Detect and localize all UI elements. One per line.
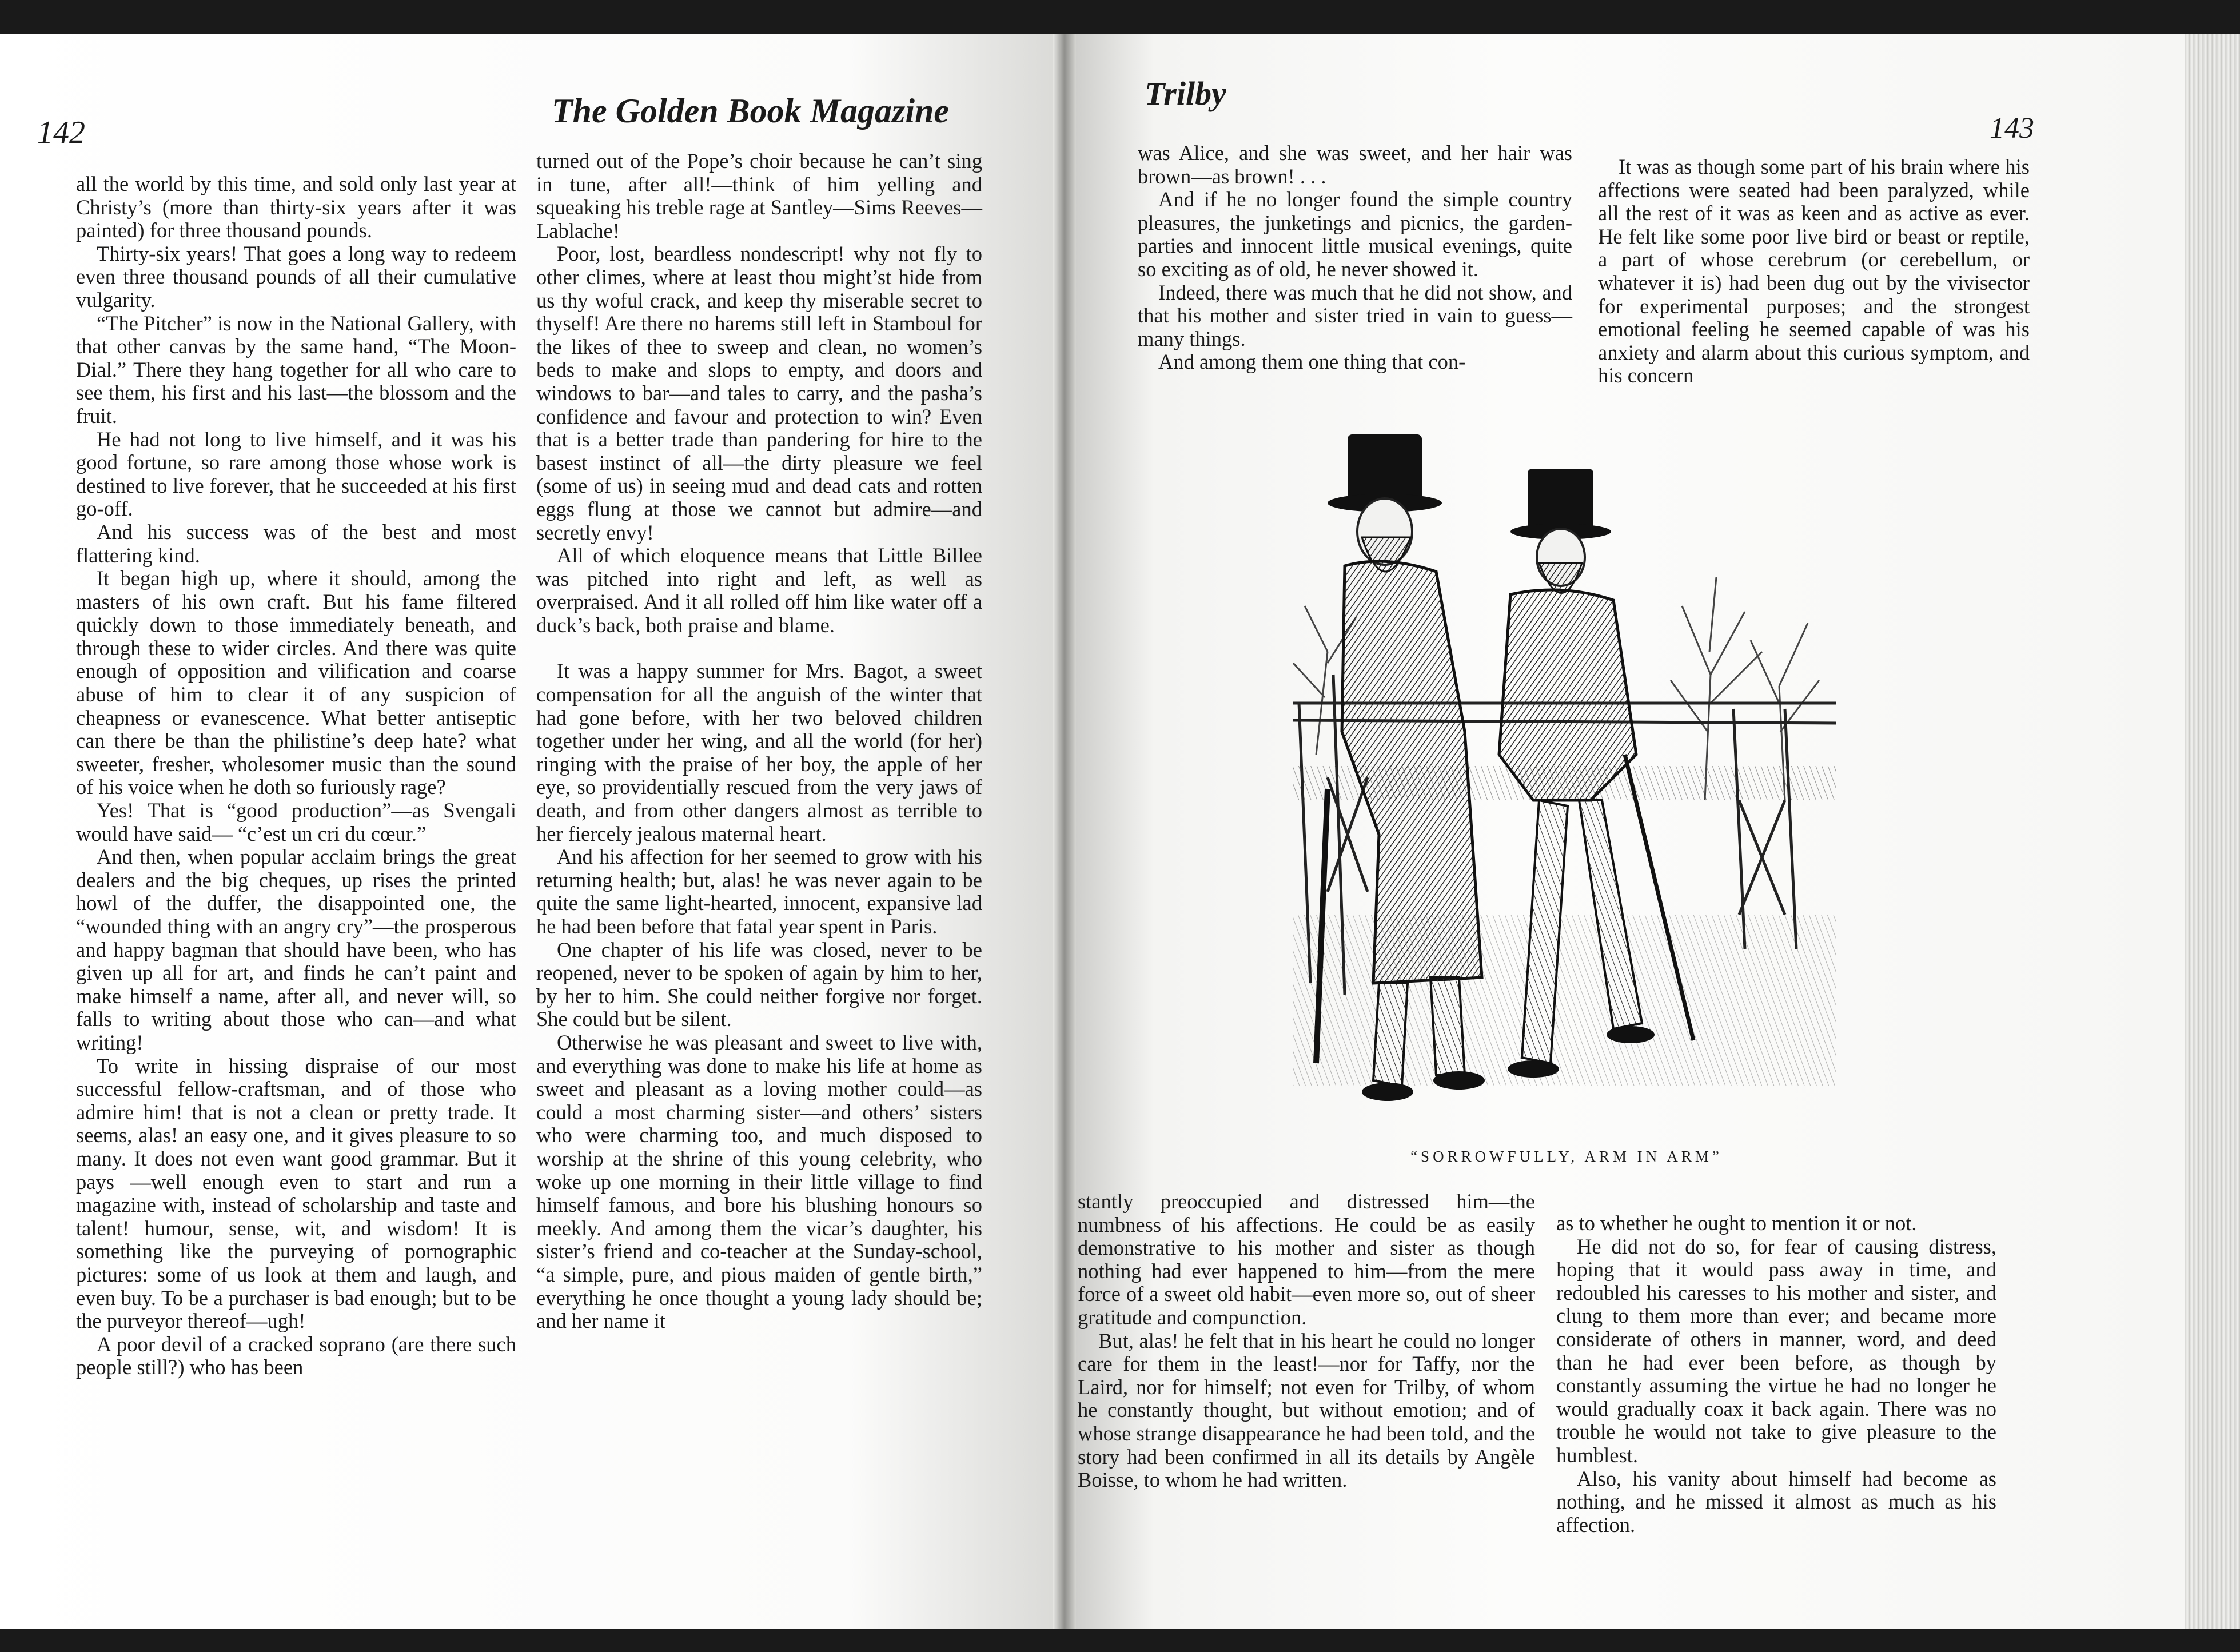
paragraph: And if he no longer found the simple country pleasures, the junketings and picnics, the garden-parties and innocent little musical evenings, quite so exciting as of old, he never showed it. — [1138, 187, 1572, 281]
left-column-1 — [76, 173, 516, 1379]
paragraph: stantly preoccupied and distressed him—the numbness of his affections. He could be as easily demonstrative to his mother and sister as though nothing had ever happened to him—from the mere force of a sweet old habit—even more so, out of sheer gratitude and compunction. — [1078, 1190, 1535, 1329]
left-page-number: 142 — [37, 115, 85, 150]
paragraph: And then, when popular acclaim brings the great dealers and the big cheques, up rises the printed howl of the duffer, the disappointed one, the “wounded thing with an angry cry”—the prosperous and happy bagman that should have been, who has given up all for art, and finds he can’t paint and make himself a name, after all, and never will, so falls to writing about those who can—and what writing! — [76, 845, 516, 1054]
paragraph: And his success was of the best and most flattering kind. — [76, 520, 516, 567]
paragraph: He did not do so, for fear of causing distress, hoping that it would pass away in time, and redoubled his caresses to his mother and sister, and clung to them more than ever; and became more considerate of others in manner, word, and deed than he had ever been before, as though by constantly assuming the virtue he had no longer he would gradually coax it back again. There was no trouble he would not take to give pleasure to the humblest. — [1556, 1234, 1996, 1467]
right-top-column-2 — [1598, 155, 2030, 388]
paragraph: all the world by this time, and sold only last year at Christy’s (more than thirty-six years after it was painted) for three thousand pounds. — [76, 172, 516, 242]
page-edges — [2185, 34, 2240, 1629]
right-running-head: Trilby — [1145, 75, 1226, 112]
right-bottom-column-1 — [1078, 1190, 1535, 1492]
paragraph: “The Pitcher” is now in the National Gallery, with that other canvas by the same hand, “The Moon-Dial.” There they hang together for all who care to see them, his first and his last—the blossom and the fruit. — [76, 311, 516, 428]
paragraph: One chapter of his life was closed, never to be reopened, never to be spoken of again by him to her, by her to him. She could neither forgive nor forget. She could but be silent. — [536, 937, 982, 1031]
paragraph: Yes! That is “good production”—as Svengali would have said— “c’est un cri du cœur.” — [76, 799, 516, 845]
left-column-2 — [536, 150, 982, 1333]
paragraph: All of which eloquence means that Little Billee was pitched into right and left, as well as overpraised. And it all rolled off him like water off a duck’s back, both praise and blame. — [536, 544, 982, 637]
paragraph: Thirty-six years! That goes a long way to redeem even three thousand pounds of all their cumulative vulgarity. — [76, 241, 516, 312]
paragraph: He had not long to live himself, and it was his good fortune, so rare among those whose work is destined to live forever, that he succeeded at his first go-off. — [76, 427, 516, 521]
left-running-head: The Golden Book Magazine — [552, 92, 950, 130]
paragraph: It was as though some part of his brain where his affections were seated had been paralyzed, while all the rest of it was as keen and as active as ever. He felt like some poor live bird or beast or reptile, a part of whose cerebrum (or cerebellum, or whatever it is) had been dug out by the vivisector for experimental purposes; and the strongest emotional feeling he seemed capable of was his anxiety and alarm about this curious symptom, and his concern — [1598, 155, 2030, 388]
right-page-number: 143 — [1990, 112, 2034, 145]
paragraph: was Alice, and she was sweet, and her hair was brown—as brown! . . . — [1138, 141, 1572, 188]
paragraph: Poor, lost, beardless nondescript! why not fly to other climes, where at least thou might’st hide from us thy woful crack, and keep thy miserable secret to thyself! Are there no harems still left in Stamboul for the likes of thee to sweep and clean, no women’s beds to make and slops to empty, and doors and windows to bar—and tales to carry, and the pasha’s confidence and favour and protection to win? Even that is a better trade than pandering for hire to the basest instinct of all—the dirty pleasure we feel (some of us) in seeing mud and dead cats and rotten eggs flung at those we cannot but admire—and secretly envy! — [536, 242, 982, 544]
paragraph: And among them one thing that con- — [1158, 350, 1466, 374]
book-gutter — [1053, 34, 1076, 1629]
paragraph: turned out of the Pope’s choir because he can’t sing in tune, after all!—think of him yelling and squeaking his treble rage at Santley—Sims Reeves—Lablache! — [536, 149, 982, 242]
paragraph: It was a happy summer for Mrs. Bagot, a sweet compensation for all the anguish of the winter that had gone before, with her two beloved children together under her wing, and all the world (for her) ringing with the praise of her boy, the apple of her eye, so providentially rescued from the very jaws of death, and from other dangers almost as terrible to her fiercely jealous maternal heart. — [536, 659, 982, 845]
paragraph: And his affection for her seemed to grow with his returning health; but, alas! he was never again to be quite the same light-hearted, innocent, expansive lad he had been before that fatal year spent in Paris. — [536, 845, 982, 938]
paragraph: But, alas! he felt that in his heart he could no longer care for them in the least!—nor for Taffy, nor the Laird, nor for himself; not even for Trilby, of whom he constantly thought, but without emotion; and of whose strange disappearance he had been told, and the story had been confirmed in all its details by Angèle Boisse, to whom he had written. — [1078, 1328, 1535, 1492]
paragraph: Indeed, there was much that he did not show, and that his mother and sister tried in vain to guess—many things. — [1138, 280, 1572, 350]
paragraph: To write in hissing dispraise of our most successful fellow-craftsman, and of those who admire him! that is not a clean or pretty trade. It seems, alas! an easy one, and it gives pleasure to so many. It does not even want good grammar. But it pays —well enough even to start and run a magazine with, instead of scholarship and taste and talent! humour, sense, wit, and wisdom! It is something like the purveying of pornographic pictures: some of us look at them and laugh, and even buy. To be a purchaser is bad enough; but to be the purveyor thereof—ugh! — [76, 1054, 516, 1333]
engraving-illustration — [1293, 434, 1836, 1135]
paragraph: Also, his vanity about himself had become as nothing, and he missed it almost as much as his affection. — [1556, 1466, 1996, 1537]
right-top-column-1 — [1138, 142, 1572, 374]
paragraph: It began high up, where it should, among the masters of his own craft. But his fame filtered quickly down to those immediately beneath, and through these to wider circles. And there was quite enough of opposition and vilification and coarse abuse of him to clear it of any suspicion of cheapness or evanescence. What better antiseptic can there be than the philistine’s deep hate? what sweeter, fresher, wholesomer music than the sound of his voice when he doth so furiously rage? — [76, 566, 516, 799]
illustration-caption: “SORROWFULLY, ARM IN ARM” — [1410, 1148, 1723, 1165]
paragraph: Otherwise he was pleasant and sweet to live with, and everything was done to make his life at home as sweet and pleasant as a loving mother could—as could a most charming sister—and others’ sisters who were charming too, and much disposed to worship at the shrine of this young celebrity, who woke up one morning in their little village to find himself famous, and bore his blushing honours so meekly. And among them the vicar’s daughter, his sister’s friend and co-teacher at the Sunday-school, “a simple, pure, and pious maiden of gentle birth,” everything he once thought a young lady should be; and her name it — [536, 1030, 982, 1333]
paragraph: A poor devil of a cracked soprano (are there such people still?) who has been — [76, 1332, 516, 1379]
right-bottom-column-2 — [1556, 1212, 1996, 1537]
paragraph: as to whether he ought to mention it or not. — [1556, 1211, 1917, 1235]
